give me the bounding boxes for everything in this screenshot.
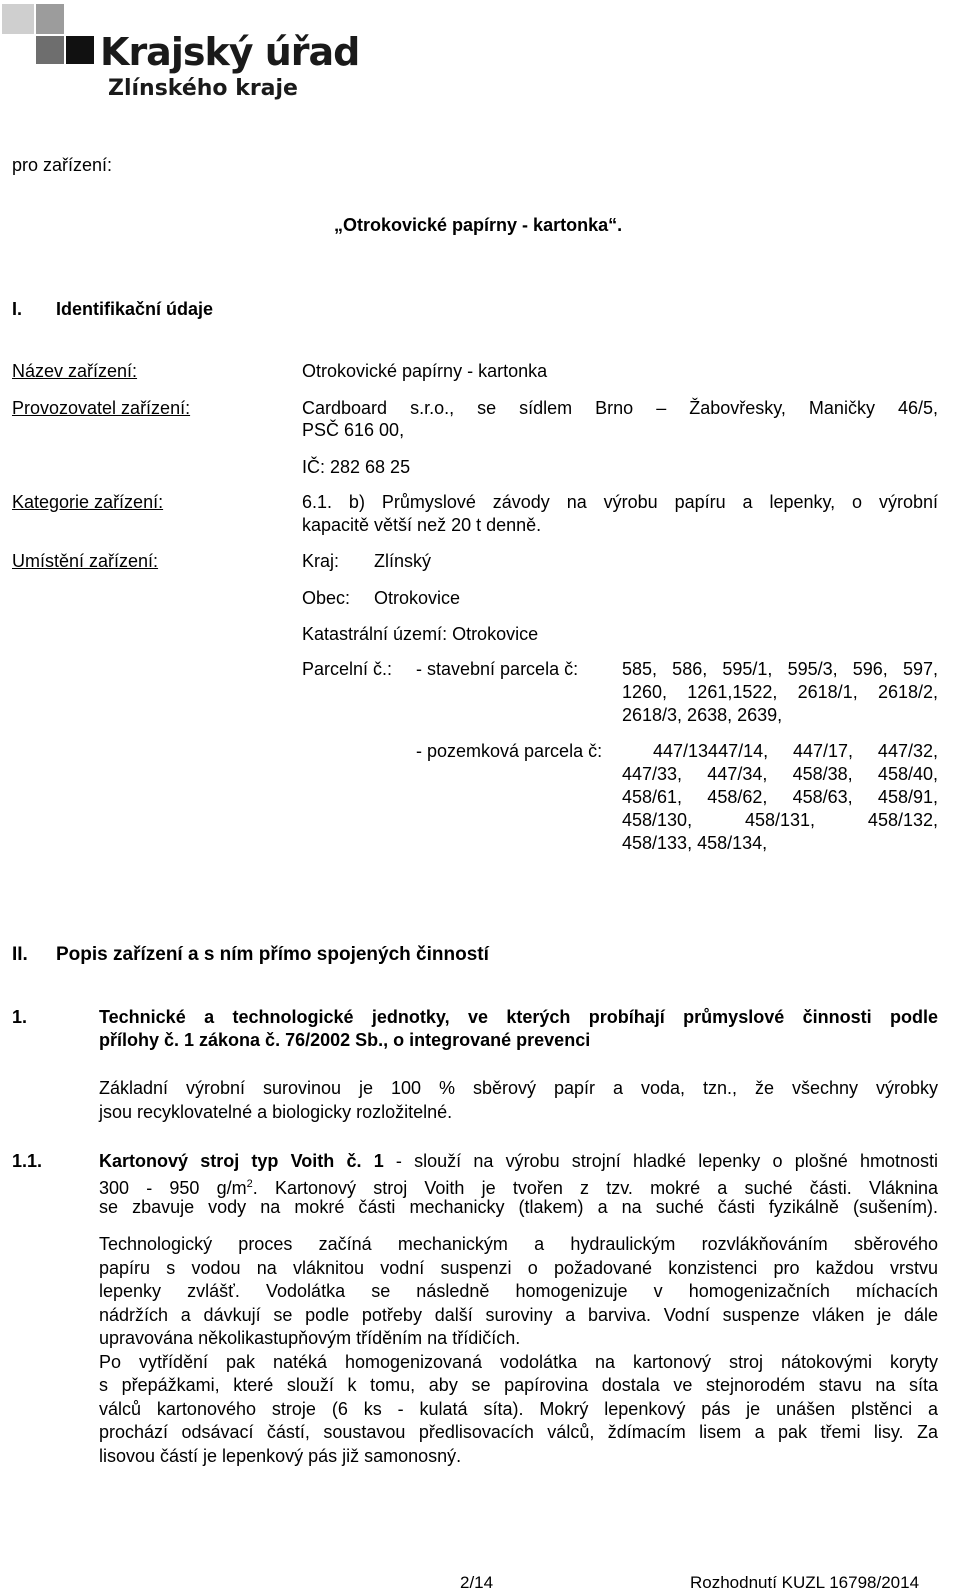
municipality-label: Obec: [302,588,351,608]
paragraph-line: jsou recyklovatelné a biologicky rozložitelné. [99,1101,453,1122]
subsection1-title-line1: Technické a technologické jednotky, ve kterých probíhají průmyslové činnosti podle [99,1007,938,1027]
header-logo [0,0,360,110]
paragraph-line: prochází odsávací částí, soustavou předlisovacích válců, ždímacím lisem a pak třemi lisy. Za [99,1422,938,1442]
section1-number: I. [12,299,23,319]
machine-name: Kartonový stroj typ Voith č. 1 [99,1151,384,1171]
building-parcel-line: 2618/3, 2638, 2639, [622,705,783,725]
building-parcel-line: 1260, 1261,1522, 2618/1, 2618/2, [622,682,938,702]
category-value-line2: kapacitě větší než 20 t denně. [302,515,542,535]
for-device-label: pro zařízení: [12,155,113,175]
operator-ico: IČ: 282 68 25 [302,457,411,477]
land-parcel-line: 447/33, 447/34, 458/38, 458/40, [622,764,938,784]
section1-title: Identifikační údaje [56,299,214,319]
category-label: Kategorie zařízení: [12,492,164,512]
region-label: Kraj: [302,551,340,571]
region-value: Zlínský [374,551,432,571]
logo-square-mid2 [36,36,64,64]
paragraph-line: papíru s vodou na vláknitou vodní suspenzi o požadované konzistenci pro každou vrstvu [99,1257,938,1278]
section2-number: II. [12,944,28,965]
name-label: Název zařízení: [12,361,138,381]
section2-title: Popis zařízení a s ním přímo spojených činností [56,944,489,965]
subsection11-number: 1.1. [12,1151,43,1171]
location-label: Umístění zařízení: [12,551,159,571]
category-value-line1: 6.1. b) Průmyslové závody na výrobu papíru a lepenky, o výrobní [302,492,938,512]
paragraph-line: nádržích a dávkují se podle potřeby další suroviny a barviva. Vodní suspenze vláken je dále [99,1304,938,1325]
operator-value-line2: PSČ 616 00, [302,420,405,440]
document-reference: Rozhodnutí KUZL 16798/2014 [690,1573,920,1592]
parcel-label: Parcelní č.: [302,659,393,679]
paragraph-line: Základní výrobní surovinou je 100 % sběrový papír a voda, tzn., že všechny výrobky [99,1078,938,1098]
device-name-quoted: „Otrokovické papírny - kartonka“. [334,215,623,235]
land-parcel-line: 447/13447/14, 447/17, 447/32, [653,741,938,761]
paragraph-line: Technologický proces začíná mechanickým a hydraulickým rozvlákňováním sběrového [99,1234,938,1254]
raw-material-paragraph [99,1077,938,1124]
subsection1-title-line2 [99,1029,590,1051]
building-parcel-label: - stavební parcela č: [416,659,579,679]
land-parcel-line: 458/130, 458/131, 458/132, [622,810,938,830]
municipality-value: Otrokovice [374,588,461,608]
superscript: 2 [246,1178,253,1190]
operator-value-line1: Cardboard s.r.o., se sídlem Brno – Žabovřesky, Maničky 46/5, [302,398,938,418]
paragraph-line: upravována několikastupňovým tříděním na třídičích. [99,1328,521,1348]
logo-square-light [2,4,34,34]
logo-title: Krajský úřad [100,30,360,74]
machine-parts: . Kartonový stroj Voith je tvořen z tzv. mokré a suché části. Vláknina [252,1178,938,1198]
logo-square-mid [36,4,64,34]
building-parcel-line: 585, 586, 595/1, 595/3, 596, 597, [622,659,938,679]
law-reference: přílohy č. 1 zákona č. 76/2002 Sb. [99,1030,384,1050]
cadastral-area: Katastrální území: Otrokovice [302,624,539,644]
operator-label: Provozovatel zařízení: [12,398,191,418]
weight-range: 300 - 950 g/m [99,1178,247,1198]
subsection11-line3: se zbavuje vody na mokré části mechanicky (tlakem) a na suché části fyzikálně (sušením). [99,1197,938,1217]
paragraph-line: lisovou částí je lepenkový pás již samonosný. [99,1445,462,1466]
page-number: 2/14 [460,1573,494,1592]
paragraph-line: Po vytřídění pak natéká homogenizovaná vodolátka na kartonový stroj nátokovými koryty [99,1351,938,1372]
paragraph-line: lepenky zvlášť. Vodolátka se následně homogenizuje v homogenizačních míchacích [99,1281,938,1301]
paragraph-line: válců kartonového stroje (6 ks - kulatá síta). Mokrý lepenkový pás je unášen plstěnci a [99,1398,938,1419]
name-value: Otrokovické papírny - kartonka [302,361,548,381]
law-reference-rest: , o integrované prevenci [383,1030,591,1050]
subsection1-number: 1. [12,1007,28,1027]
land-parcel-line: 458/133, 458/134, [622,833,768,853]
paragraph-line: s přepážkami, které slouží k tomu, aby se papírovina dostala ve stejnorodém stavu na síta [99,1375,938,1395]
machine-description: - slouží na výrobu strojní hladké lepenky o plošné hmotnosti [383,1151,938,1171]
land-parcel-line: 458/61, 458/62, 458/63, 458/91, [622,787,938,807]
land-parcel-label: - pozemková parcela č: [416,741,603,761]
subsection11-line1 [99,1150,938,1172]
process-paragraph [99,1233,938,1468]
logo-square-dark [66,36,94,64]
logo-subtitle: Zlínského kraje [108,76,298,101]
